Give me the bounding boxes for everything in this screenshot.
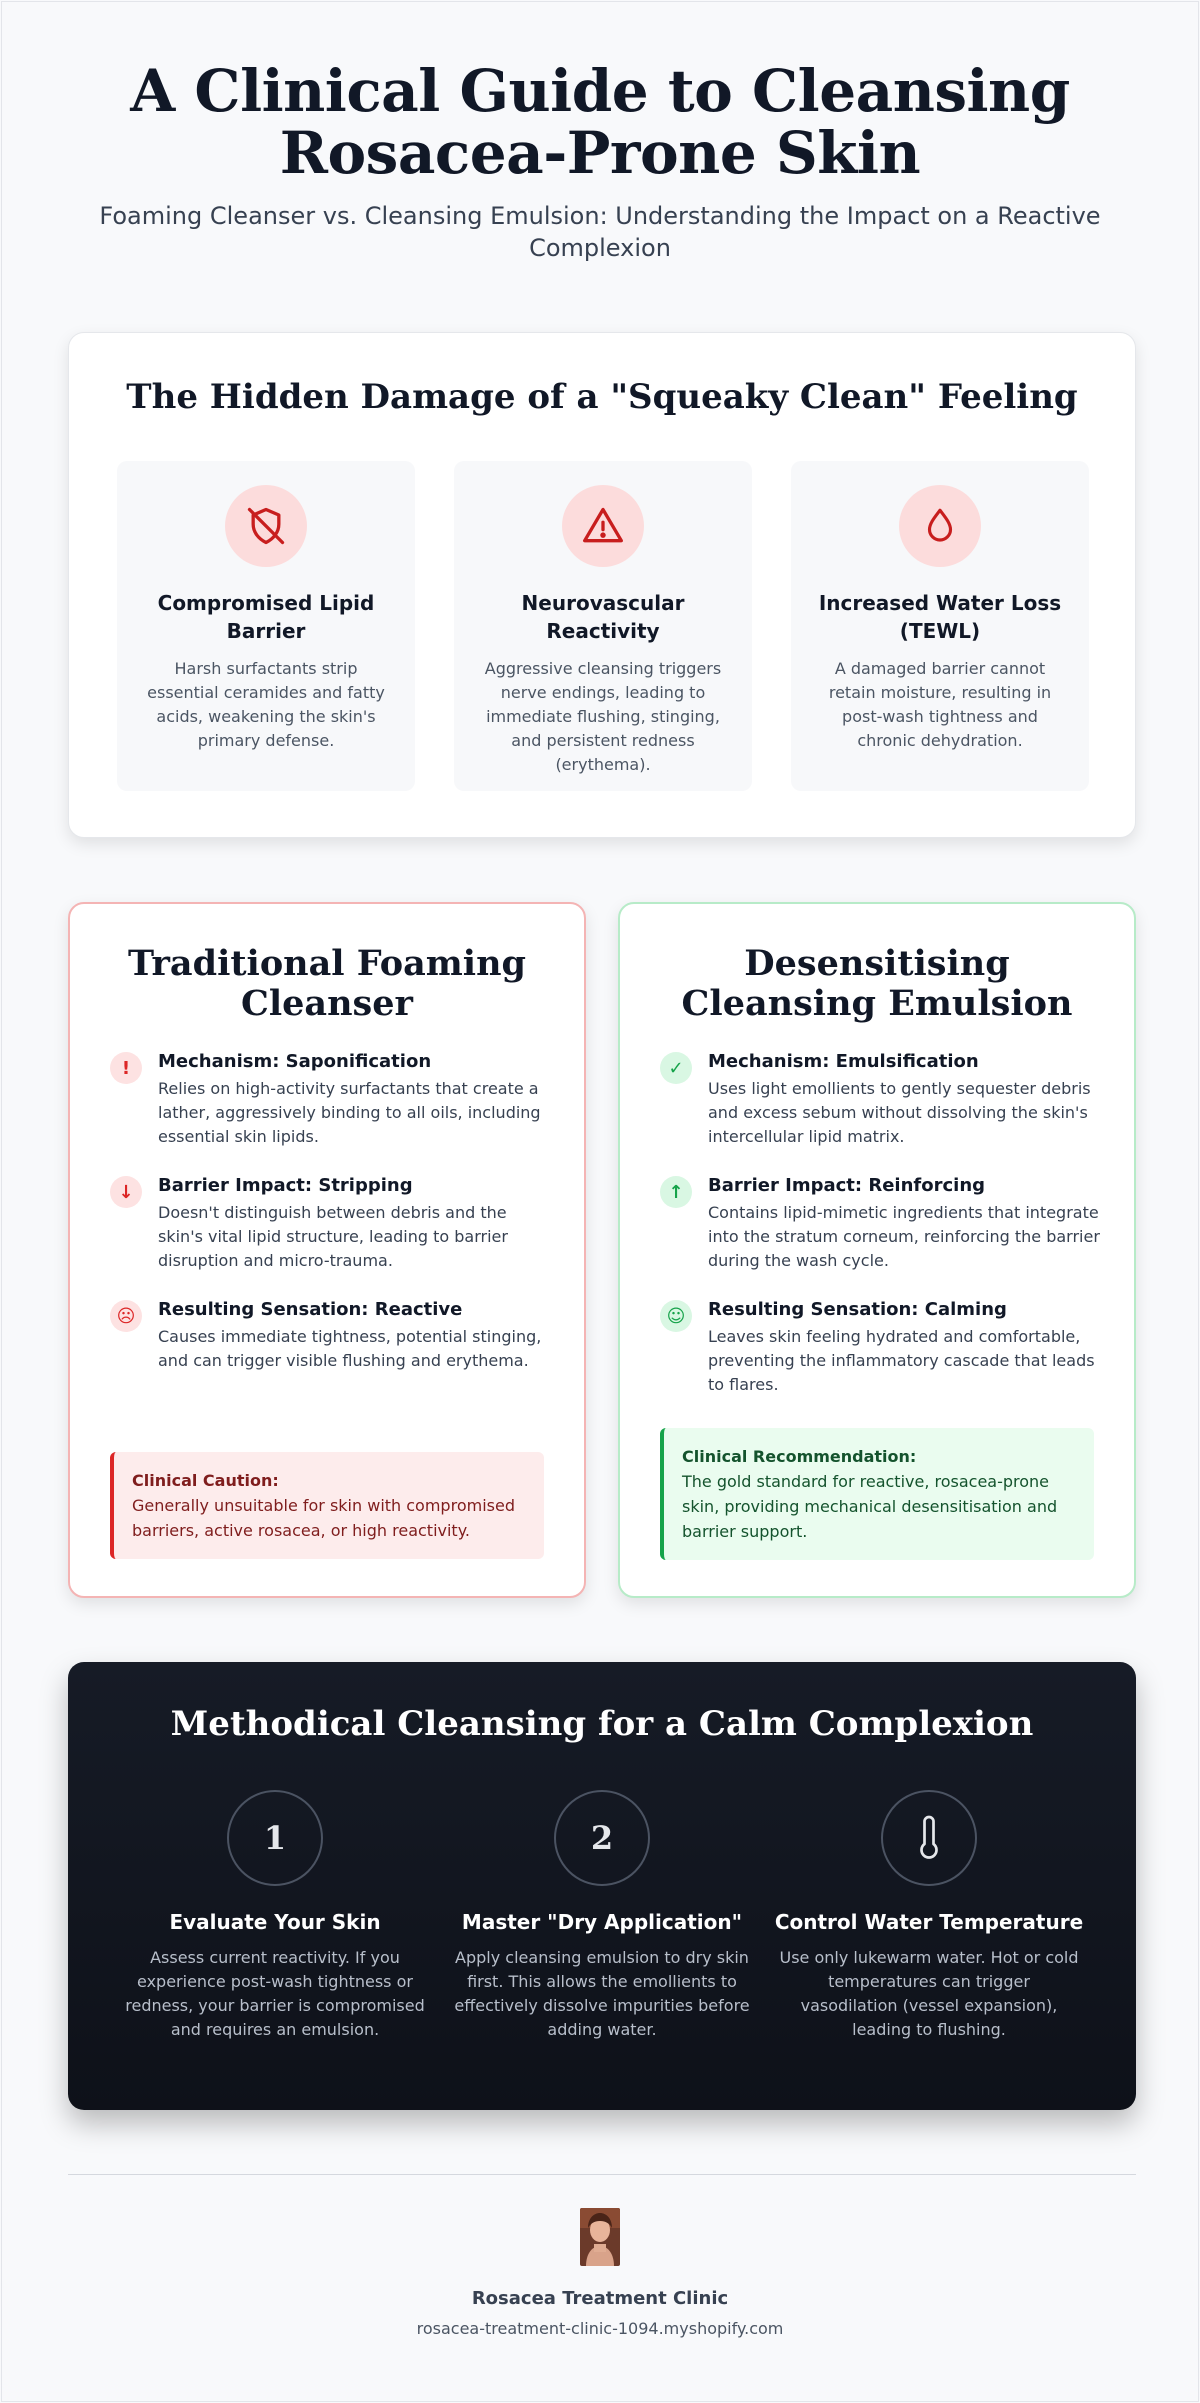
smile-icon: ☺	[660, 1300, 692, 1332]
emulsion-feature-sensation	[660, 1298, 1100, 1397]
cleansing-emulsion-card	[618, 902, 1136, 1598]
foaming-cleanser-card	[68, 902, 586, 1598]
step-title: Master "Dry Application"	[461, 1910, 743, 1934]
damage-item-lipid-barrier	[117, 461, 415, 791]
clinic-name: Rosacea Treatment Clinic	[471, 2288, 729, 2309]
hidden-damage-section	[68, 332, 1136, 838]
droplet-icon	[899, 485, 981, 567]
step-text: Use only lukewarm water. Hot or cold temperatures can trigger vasodilation (vessel expansion), leading to flushing.	[779, 1948, 1079, 2039]
feature-title: Resulting Sensation: Reactive	[158, 1299, 463, 1320]
damage-item-text: A damaged barrier cannot retain moisture, resulting in post-wash tightness and chronic dehydration.	[828, 659, 1052, 750]
foaming-title-line-2: Cleanser	[241, 983, 413, 1024]
foaming-title-line-1: Traditional Foaming	[127, 943, 526, 984]
emulsion-feature-barrier	[660, 1174, 1100, 1273]
feature-title: Mechanism: Emulsification	[708, 1051, 979, 1072]
damage-item-neurovascular	[454, 461, 752, 791]
feature-title: Barrier Impact: Reinforcing	[708, 1175, 986, 1196]
foaming-feature-mechanism	[110, 1050, 550, 1149]
step-evaluate-skin	[117, 1790, 433, 2042]
step-water-temperature	[771, 1790, 1087, 2042]
shield-off-icon	[225, 485, 307, 567]
note-title: Clinical Caution:	[132, 1471, 279, 1490]
step-text: Assess current reactivity. If you experience post-wash tightness or redness, your barrier is compromised and requires an emulsion.	[125, 1948, 425, 2039]
step-dry-application	[444, 1790, 760, 2042]
thermometer-icon	[881, 1790, 977, 1886]
page-subtitle: Foaming Cleanser vs. Cleansing Emulsion: Understanding the Impact on a Reactive Complexion	[99, 202, 1101, 262]
step-number: 1	[227, 1790, 323, 1886]
cleansing-emulsion-title	[620, 944, 1134, 1024]
clinic-avatar	[580, 2208, 620, 2266]
step-text: Apply cleansing emulsion to dry skin first. This allows the emollients to effectively dissolve impurities before adding water.	[454, 1948, 750, 2039]
damage-item-title: Compromised Lipid Barrier	[157, 591, 375, 643]
feature-text: Relies on high-activity surfactants that create a lather, aggressively binding to all oils, including essential skin lipids.	[158, 1079, 541, 1146]
alert-icon: !	[110, 1052, 142, 1084]
check-icon: ✓	[660, 1052, 692, 1084]
clinical-recommendation-note	[660, 1428, 1094, 1560]
clinical-caution-note	[110, 1452, 544, 1559]
damage-item-title: Neurovascular Reactivity	[521, 591, 685, 643]
emulsion-feature-mechanism	[660, 1050, 1100, 1149]
step-number: 2	[554, 1790, 650, 1886]
foaming-feature-sensation	[110, 1298, 550, 1373]
feature-text: Uses light emollients to gently sequester debris and excess sebum without dissolving the skin's intercellular lipid matrix.	[708, 1079, 1091, 1146]
feature-title: Resulting Sensation: Calming	[708, 1299, 1007, 1320]
feature-text: Leaves skin feeling hydrated and comfortable, preventing the inflammatory cascade that leads to flares.	[708, 1327, 1095, 1394]
hidden-damage-title: The Hidden Damage of a "Squeaky Clean" Feeling	[126, 377, 1078, 417]
step-title: Control Water Temperature	[774, 1910, 1084, 1934]
methodical-cleansing-section	[68, 1662, 1136, 2110]
step-title: Evaluate Your Skin	[169, 1910, 381, 1934]
footer	[2, 2208, 1198, 2338]
warning-icon	[562, 485, 644, 567]
footer-divider	[68, 2174, 1136, 2175]
feature-text: Contains lipid-mimetic ingredients that integrate into the stratum corneum, reinforcing the barrier during the wash cycle.	[708, 1203, 1100, 1270]
damage-item-title: Increased Water Loss (TEWL)	[818, 591, 1062, 643]
methodical-cleansing-title: Methodical Cleansing for a Calm Complexion	[170, 1704, 1034, 1744]
emulsion-title-line-1: Desensitising	[744, 943, 1010, 984]
arrow-down-circle-icon: ↓	[110, 1176, 142, 1208]
note-title: Clinical Recommendation:	[682, 1447, 917, 1466]
feature-title: Mechanism: Saponification	[158, 1051, 432, 1072]
clinic-url[interactable]: rosacea-treatment-clinic-1094.myshopify.com	[416, 2319, 784, 2338]
hero-header	[2, 2, 1198, 264]
page-title-line-2: Rosacea-Prone Skin	[279, 119, 921, 187]
foaming-feature-barrier	[110, 1174, 550, 1273]
damage-item-text: Harsh surfactants strip essential ceramides and fatty acids, weakening the skin's primary defense.	[147, 659, 385, 750]
foaming-cleanser-title	[70, 944, 584, 1024]
damage-item-water-loss	[791, 461, 1089, 791]
emulsion-title-line-2: Cleansing Emulsion	[681, 983, 1073, 1024]
feature-text: Causes immediate tightness, potential stinging, and can trigger visible flushing and erythema.	[158, 1327, 542, 1370]
page	[1, 1, 1199, 2402]
damage-item-text: Aggressive cleansing triggers nerve endings, leading to immediate flushing, stinging, and persistent redness (erythema).	[484, 659, 722, 774]
note-text: Generally unsuitable for skin with compromised barriers, active rosacea, or high reactivity.	[132, 1496, 515, 1540]
page-title-line-1: A Clinical Guide to Cleansing	[130, 57, 1070, 125]
note-text: The gold standard for reactive, rosacea-prone skin, providing mechanical desensitisation and barrier support.	[682, 1472, 1058, 1541]
frown-icon: ☹	[110, 1300, 142, 1332]
feature-text: Doesn't distinguish between debris and the skin's vital lipid structure, leading to barrier disruption and micro-trauma.	[158, 1203, 508, 1270]
arrow-up-circle-icon: ↑	[660, 1176, 692, 1208]
feature-title: Barrier Impact: Stripping	[158, 1175, 413, 1196]
page-title	[2, 57, 1198, 187]
